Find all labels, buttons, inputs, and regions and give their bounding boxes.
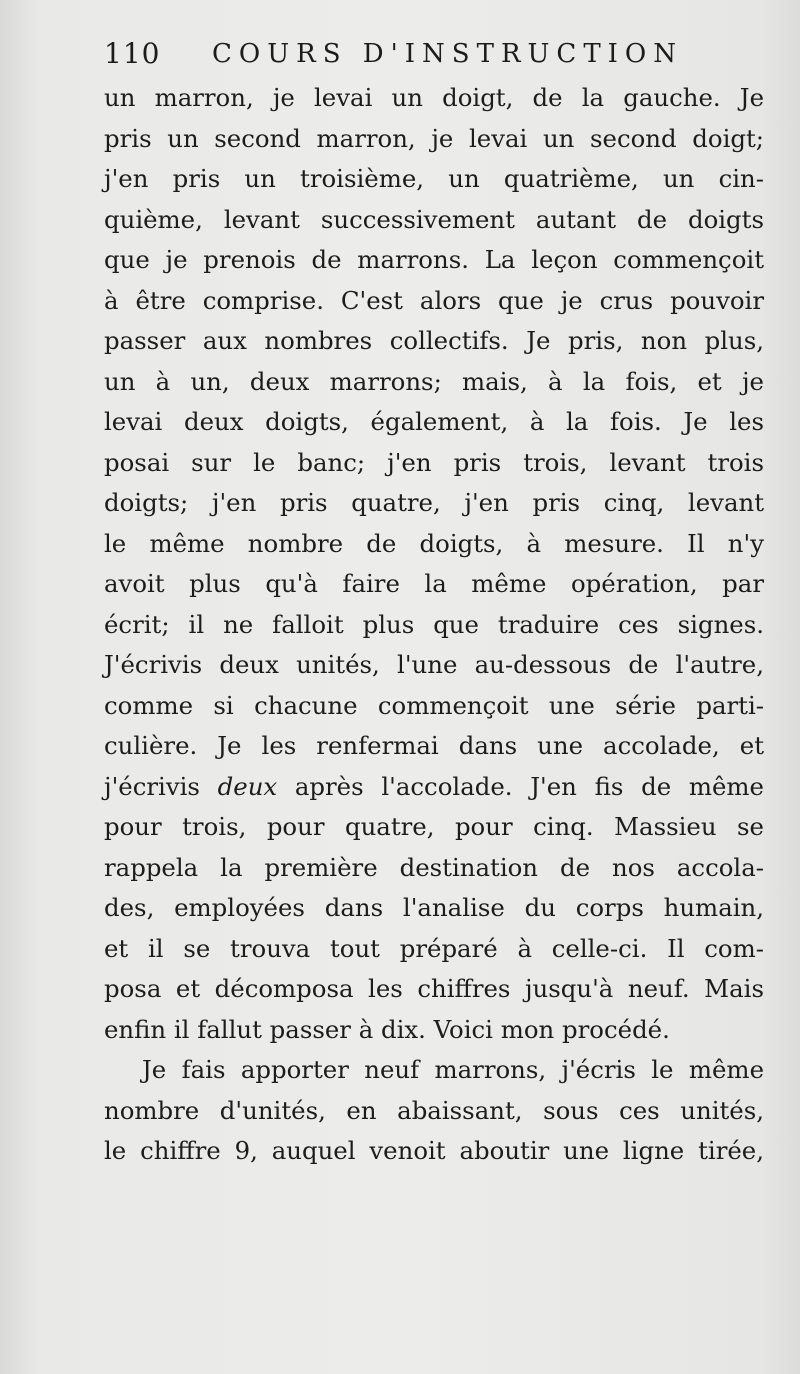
text-line: doigts; j'en pris quatre, j'en pris cinq, levant <box>104 488 764 517</box>
page-header <box>104 34 794 74</box>
text-line: avoit plus qu'à faire la même opération, par <box>104 569 764 598</box>
italic-word: deux <box>217 771 278 801</box>
text-line: pour trois, pour quatre, pour cinq. Massieu se <box>104 812 764 841</box>
text-line: à être comprise. C'est alors que je crus pouvoir <box>104 285 764 315</box>
text-line: que je prenois de marrons. La leçon commençoit <box>104 245 764 274</box>
text-segment: j'écrivis <box>104 771 218 801</box>
text-line: j'en pris un troisième, un quatrième, un cin- <box>104 164 764 193</box>
text-line: un marron, je levai un doigt, de la gauche. Je <box>104 83 764 112</box>
text-line: des, employées dans l'analise du corps humain, <box>104 893 764 922</box>
text-line: un à un, deux marrons; mais, à la fois, et je <box>104 366 764 396</box>
text-line: écrit; il ne falloit plus que traduire ces signes. <box>104 609 764 639</box>
paragraph-start-line: Je fais apporter neuf marrons, j'écris le même <box>142 1055 764 1084</box>
page-number: 110 <box>104 37 161 70</box>
body-text <box>104 78 764 1172</box>
text-line: J'écrivis deux unités, l'une au-dessous de l'autre, <box>104 650 764 679</box>
text-line: et il se trouva tout préparé à celle-ci. Il com- <box>104 933 764 963</box>
text-line: levai deux doigts, également, à la fois. Je les <box>104 407 764 436</box>
running-head: COURS D'INSTRUCTION <box>212 39 683 69</box>
text-line: posa et décomposa les chiffres jusqu'à neuf. Mais <box>104 974 764 1003</box>
text-line: passer aux nombres collectifs. Je pris, non plus, <box>104 326 764 355</box>
text-line: le même nombre de doigts, à mesure. Il n'y <box>104 528 764 558</box>
text-line: le chiffre 9, auquel venoit aboutir une ligne tirée, <box>104 1136 764 1165</box>
text-line: culière. Je les renfermai dans une accolade, et <box>104 731 764 760</box>
text-segment: après l'accolade. J'en fis de même <box>277 771 764 801</box>
text-line: nombre d'unités, en abaissant, sous ces unités, <box>104 1095 764 1125</box>
text-line: rappela la première destination de nos accola- <box>104 852 764 882</box>
text-line: comme si chacune commençoit une série parti- <box>104 690 764 720</box>
text-line: posai sur le banc; j'en pris trois, levant trois <box>104 447 764 477</box>
text-line: quième, levant successivement autant de doigts <box>104 204 764 234</box>
paragraph-end-line: enfin il fallut passer à dix. Voici mon procédé. <box>104 1014 670 1044</box>
text-line: pris un second marron, je levai un second doigt; <box>104 123 764 153</box>
text-line-with-italic <box>104 767 764 808</box>
